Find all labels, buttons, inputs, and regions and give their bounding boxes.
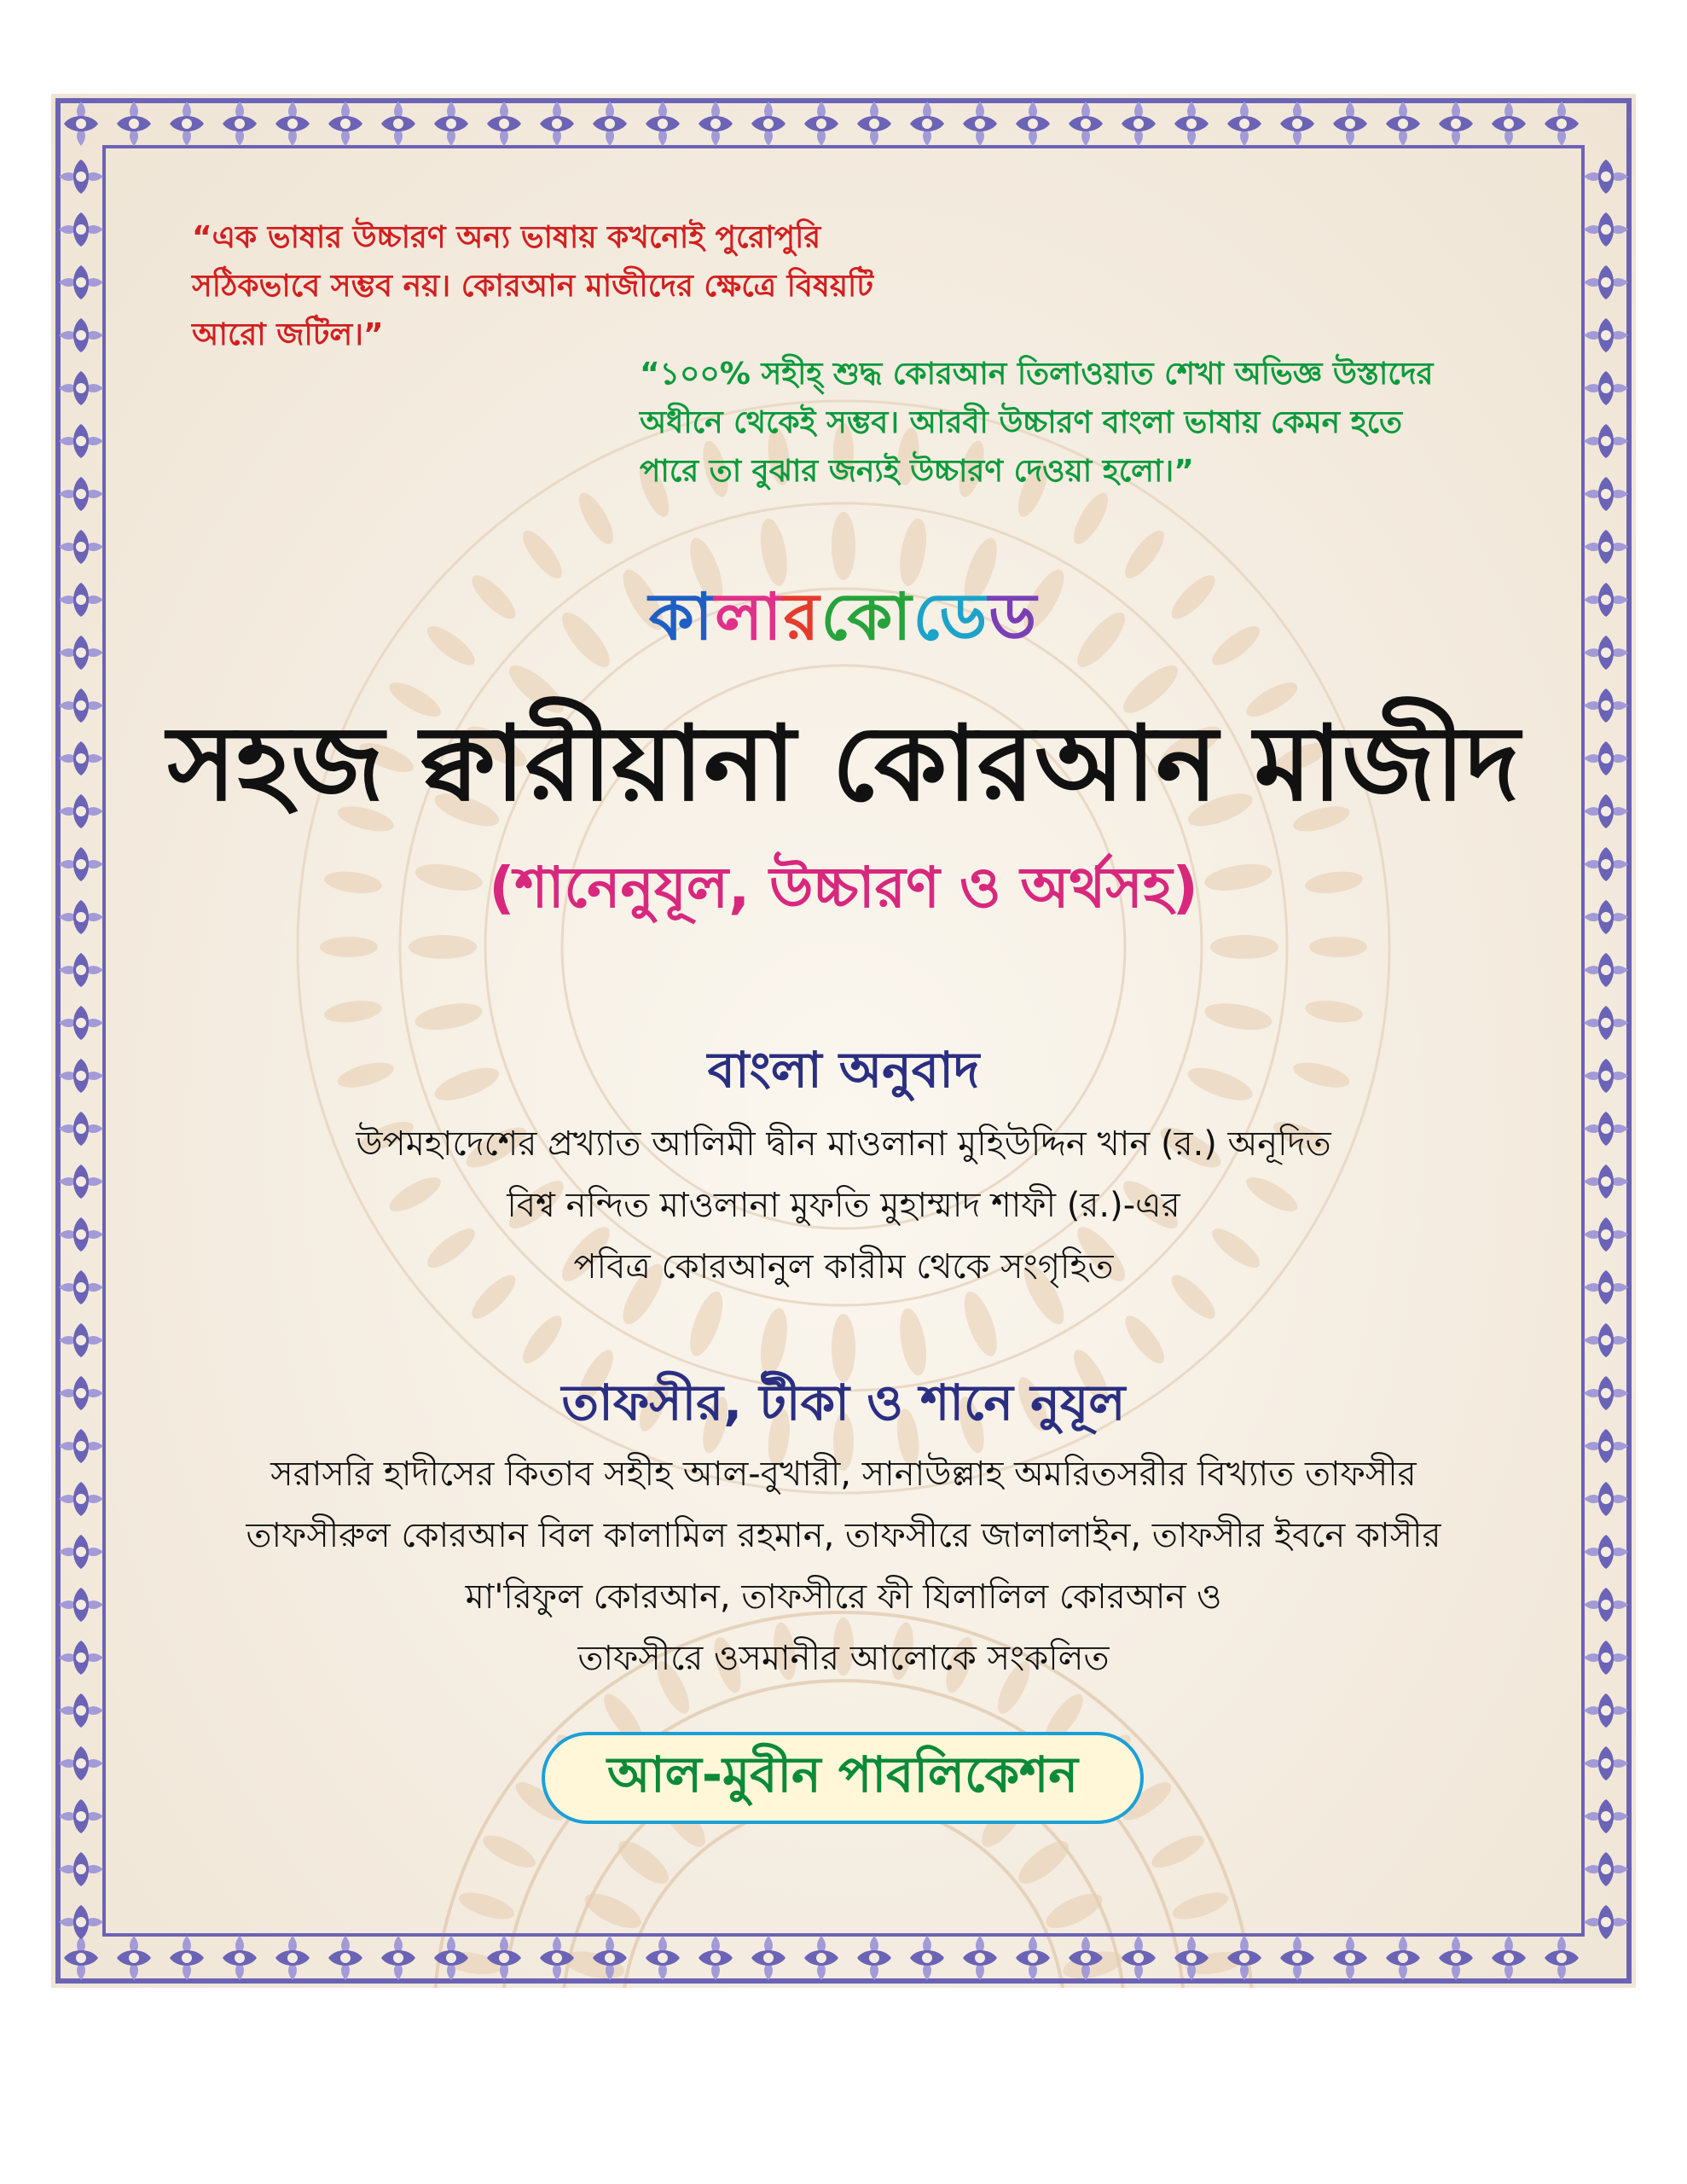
quote-red: “এক ভাষার উচ্চারণ অন্য ভাষায় কখনোই পুরোপুরি সঠিকভাবে সম্ভব নয়। কোরআন মাজীদের ক্ষেত্রে বিষয়টি আরো জটিল।” (192, 220, 873, 352)
border-motif (59, 1799, 103, 1833)
border-motif (59, 265, 103, 299)
tafsir-body: সরাসরি হাদীসের কিতাব সহীহ আল-বুখারী, সানাউল্লাহ অমরিতসরীর বিখ্যাত তাফসীর তাফসীরুল কোরআন বিল কালামিল রহমান, তাফসীরে জালালাইন, তাফসীর ইবনে কাসীর মা'রিফুল কোরআন, তাফসীরে ফী যিলালিল কোরআন ও তাফসীরে ওসমানীর আলোকে সংকলিত (246, 1455, 1441, 1678)
border-motif (1492, 102, 1526, 146)
border-motif (699, 102, 733, 146)
border-motif (1584, 371, 1628, 405)
border-motif (1584, 530, 1628, 564)
border-motif (434, 1936, 468, 1980)
border-motif (1545, 1936, 1579, 1980)
border-motif (59, 318, 103, 352)
border-motif (487, 102, 521, 146)
border-motif (1227, 1936, 1261, 1980)
border-motif (1584, 477, 1628, 511)
border-motif (804, 1936, 838, 1980)
colour-coded-label (51, 567, 1636, 676)
border-motif (59, 953, 103, 987)
border-motif (1439, 1936, 1473, 1980)
border-motif (59, 477, 103, 511)
border-motif (1584, 953, 1628, 987)
border-motif (1069, 102, 1103, 146)
border-motif (646, 102, 680, 146)
subtitle: (শানেনুযূল, উচ্চারণ ও অর্থসহ) (489, 855, 1198, 921)
border-motif (751, 102, 786, 146)
border-motif (910, 1936, 944, 1980)
border-motif (699, 1936, 733, 1980)
border-motif (1122, 1936, 1156, 1980)
border-motif (59, 1746, 103, 1780)
border-motif (170, 102, 204, 146)
border-motif (1333, 1936, 1367, 1980)
border-motif (1016, 102, 1050, 146)
border-motif (1069, 1936, 1103, 1980)
colour-coded-part-1: কা (648, 578, 715, 654)
border-motif (1174, 1936, 1209, 1980)
border-motif (857, 102, 891, 146)
border-motif (1386, 1936, 1420, 1980)
border-motif (1584, 1323, 1628, 1357)
border-motif (1584, 1905, 1628, 1939)
border-motif (1545, 102, 1579, 146)
border-motif (593, 102, 627, 146)
border-motif (1492, 1936, 1526, 1980)
border-motif (59, 530, 103, 564)
border-motif (751, 1936, 786, 1980)
border-motif (540, 102, 574, 146)
border-motif (59, 1852, 103, 1886)
border-motif (804, 102, 838, 146)
border-motif (1584, 318, 1628, 352)
colour-coded-part-4: কো (820, 578, 913, 654)
border-motif (223, 102, 257, 146)
border-motif (1584, 1799, 1628, 1833)
border-motif (59, 160, 103, 194)
border-motif (1439, 102, 1473, 146)
border-motif (910, 102, 944, 146)
tafsir-heading: তাফসীর, টীকা ও শানে নুযূল (561, 1374, 1126, 1432)
border-motif (963, 102, 997, 146)
border-motif (275, 1936, 310, 1980)
border-motif (646, 1936, 680, 1980)
border-motif (59, 371, 103, 405)
colour-coded-part-5: ডে (913, 578, 989, 654)
border-motif (1584, 212, 1628, 247)
main-title: সহজ ক্বারীয়ানা কোরআন মাজীদ (167, 703, 1520, 824)
translation-heading: বাংলা অনুবাদ (707, 1041, 980, 1099)
border-motif (117, 102, 151, 146)
border-motif (223, 1936, 257, 1980)
border-motif (59, 1693, 103, 1728)
border-motif (434, 102, 468, 146)
colour-coded-part-6: ড (988, 578, 1039, 654)
border-motif (1280, 102, 1314, 146)
quote-green: “১০০% সহীহ্ শুদ্ধ কোরআন তিলাওয়াত শেখা অভিজ্ঞ উস্তাদের অধীনে থেকেই সম্ভব। আরবী উচ্চারণ বাংলা ভাষায় কেমন হতে পারে তা বুঝার জন্যই উচ্চারণ দেওয়া হলো।” (640, 357, 1434, 489)
border-motif (64, 1936, 98, 1980)
border-motif (1584, 265, 1628, 299)
border-motif (540, 1936, 574, 1980)
border-motif (1584, 424, 1628, 458)
border-motif (963, 1936, 997, 1980)
border-motif (487, 1936, 521, 1980)
border-motif (1584, 1746, 1628, 1780)
border-motif (1280, 1936, 1314, 1980)
border-motif (1584, 1852, 1628, 1886)
border-motif (170, 1936, 204, 1980)
colour-coded-part-2: লা (714, 578, 784, 654)
border-motif (59, 1905, 103, 1939)
cover-page (51, 94, 1636, 1988)
border-motif (1584, 1693, 1628, 1728)
border-motif (1122, 102, 1156, 146)
border-motif (1584, 160, 1628, 194)
border-motif (1016, 1936, 1050, 1980)
border-motif (275, 102, 310, 146)
border-motif (1386, 102, 1420, 146)
border-motif (59, 424, 103, 458)
border-motif (381, 102, 415, 146)
border-motif (64, 102, 98, 146)
colour-coded-part-3: র (783, 578, 821, 654)
border-motif (593, 1936, 627, 1980)
border-motif (59, 1323, 103, 1357)
translation-body: উপমহাদেশের প্রখ্যাত আলিমী দ্বীন মাওলানা মুহিউদ্দিন খান (র.) অনূদিত বিশ্ব নন্দিত মাওলানা মুফতি মুহাম্মাদ শাফী (র.)-এর পবিত্র কোরআনুল কারীম থেকে সংগৃহিত (356, 1124, 1331, 1287)
border-motif (59, 212, 103, 247)
border-motif (381, 1936, 415, 1980)
border-motif (857, 1936, 891, 1980)
publisher-badge: আল-মুবীন পাবলিকেশন (542, 1732, 1144, 1824)
border-motif (117, 1936, 151, 1980)
border-motif (328, 102, 362, 146)
border-motif (1227, 102, 1261, 146)
border-motif (1174, 102, 1209, 146)
border-motif (1333, 102, 1367, 146)
border-motif (328, 1936, 362, 1980)
